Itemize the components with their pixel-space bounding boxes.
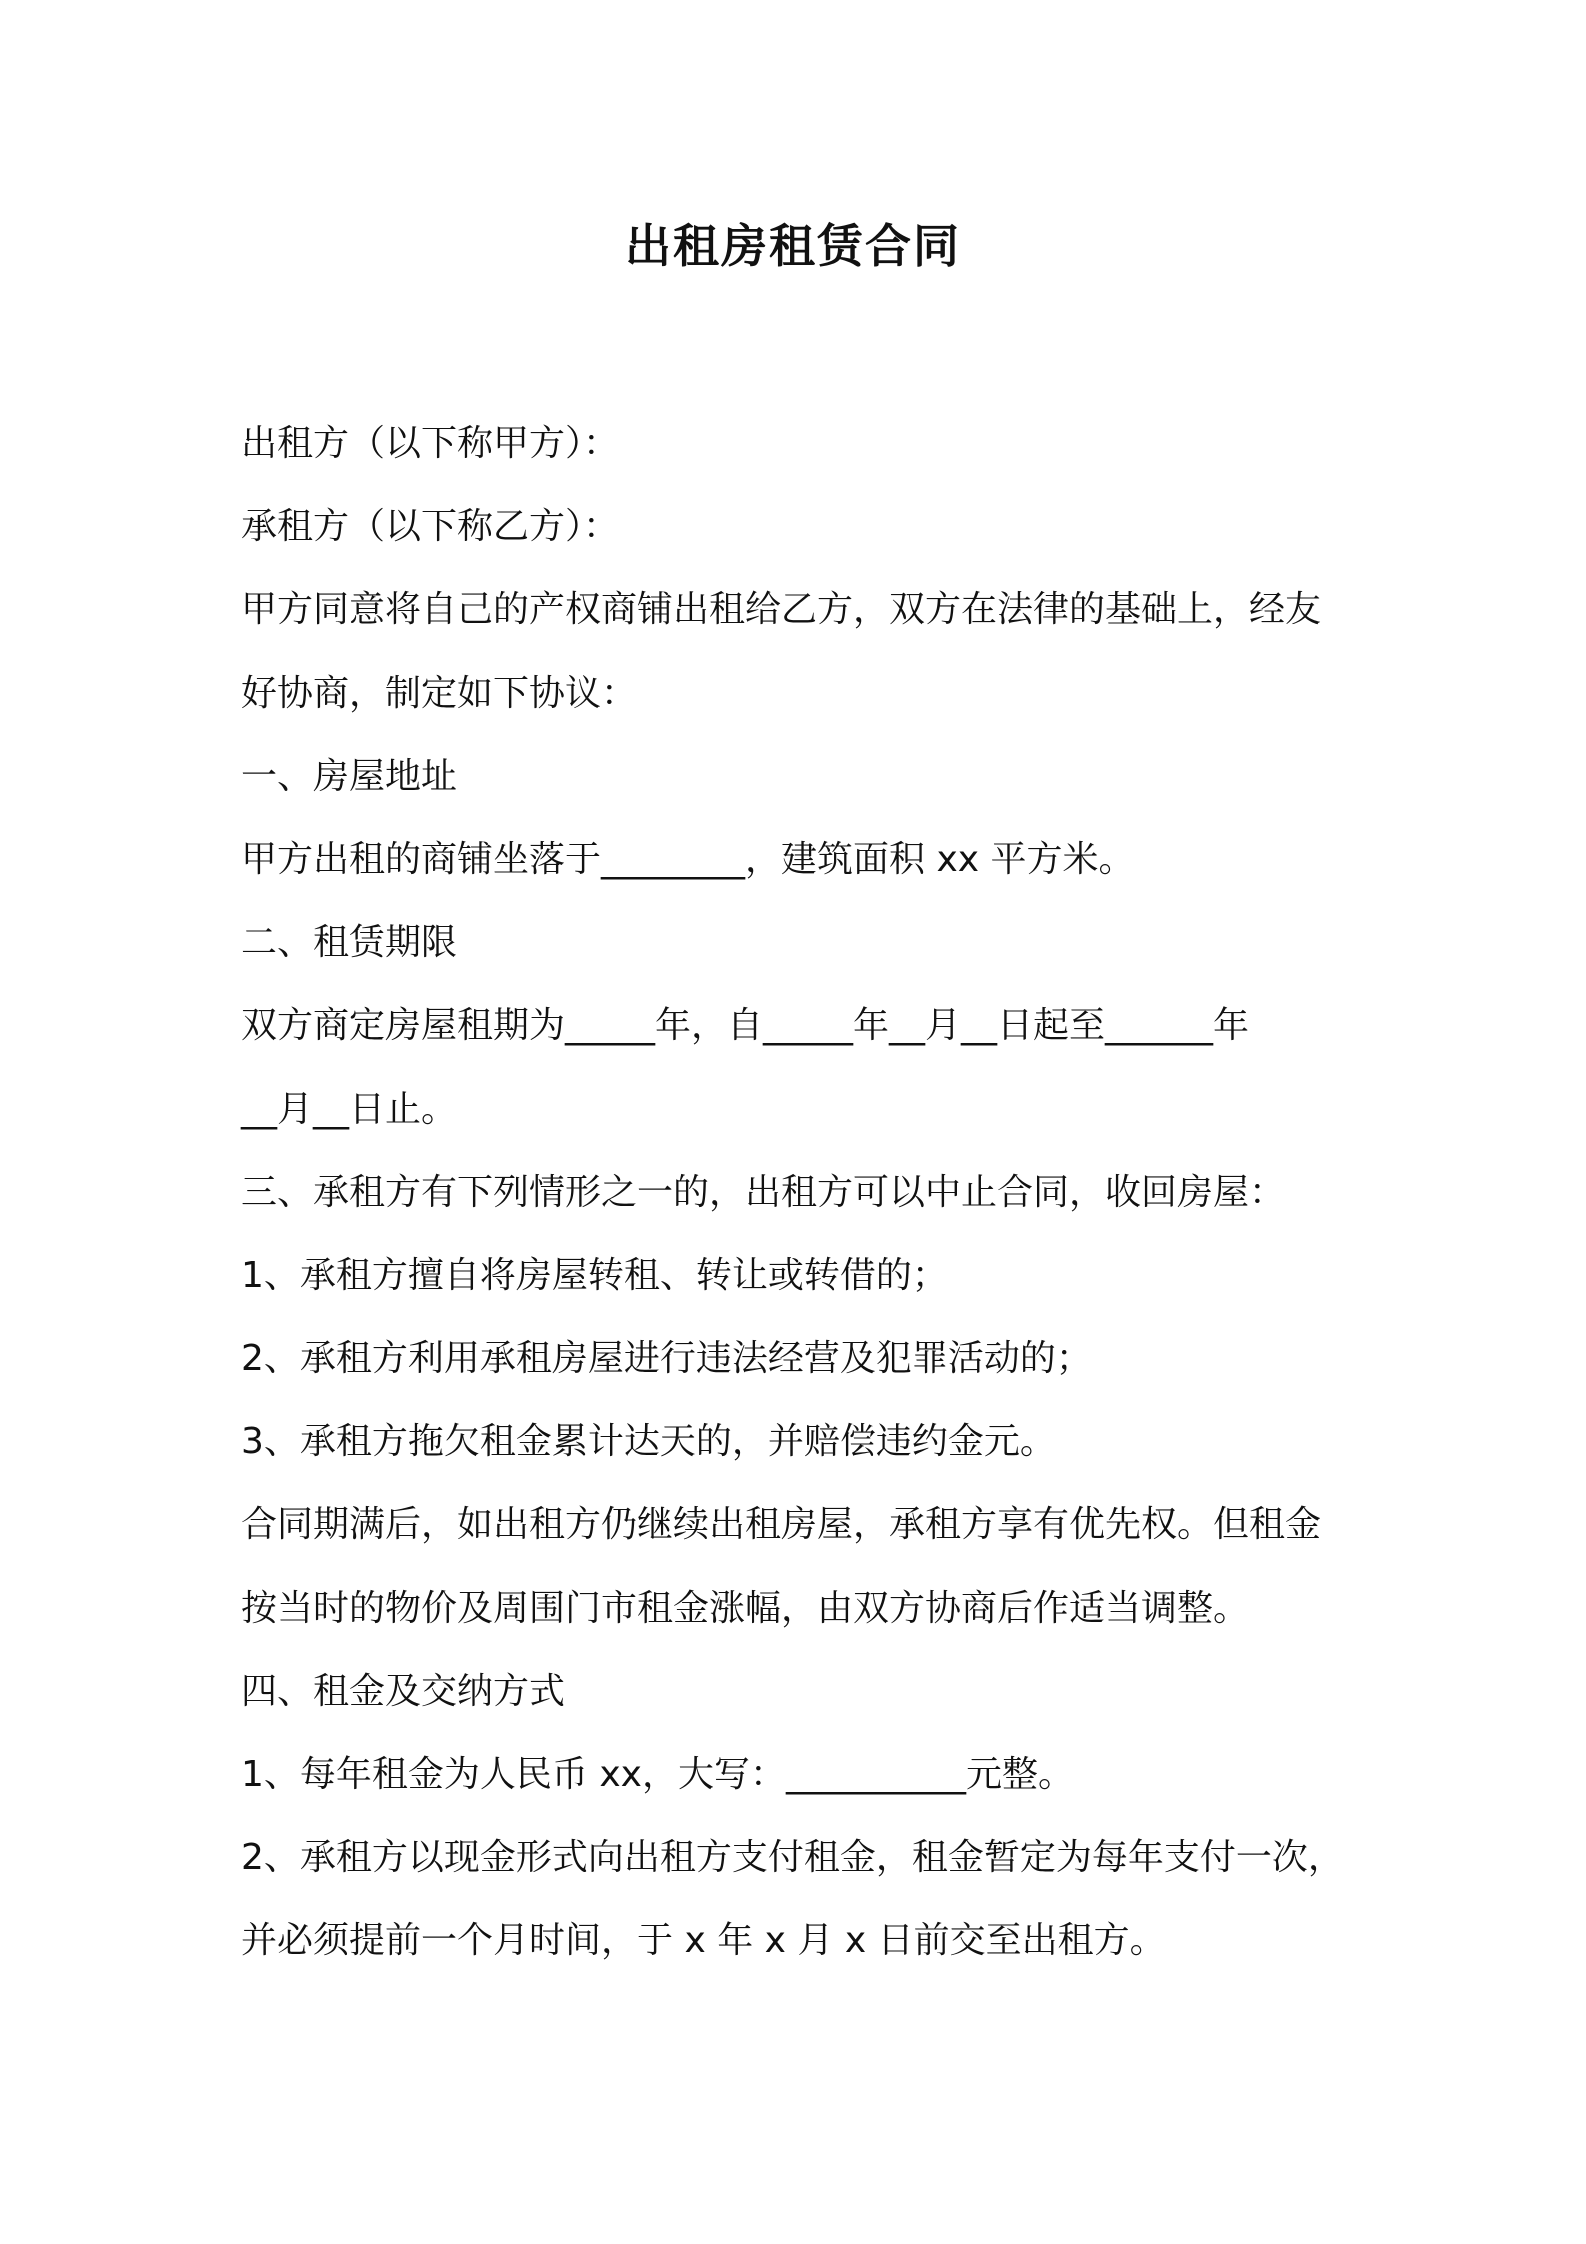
section-heading-address: 一、房屋地址 bbox=[241, 755, 458, 797]
term-line-1: 双方商定房屋租期为_____年，自_____年__月__日起至______年 bbox=[241, 1005, 1250, 1047]
rent-item-2-line-1: 2、承租方以现金形式向出租方支付租金，租金暂定为每年支付一次， bbox=[241, 1837, 1344, 1879]
section-heading-rent: 四、租金及交纳方式 bbox=[241, 1670, 566, 1712]
lessee-line: 承租方（以下称乙方）： bbox=[241, 506, 620, 548]
termination-item-3: 3、承租方拖欠租金累计达天的，并赔偿违约金元。 bbox=[241, 1421, 1056, 1463]
document-body bbox=[241, 402, 1381, 1983]
section-heading-term: 二、租赁期限 bbox=[241, 922, 458, 964]
address-line: 甲方出租的商铺坐落于________，建筑面积 xx 平方米。 bbox=[241, 838, 1135, 880]
renewal-line-1: 合同期满后，如出租方仍继续出租房屋，承租方享有优先权。但租金 bbox=[241, 1504, 1322, 1546]
agreement-intro-line-1: 甲方同意将自己的产权商铺出租给乙方，双方在法律的基础上，经友 bbox=[241, 589, 1322, 631]
agreement-intro-line-2: 好协商，制定如下协议： bbox=[241, 672, 638, 714]
section-heading-termination: 三、承租方有下列情形之一的，出租方可以中止合同，收回房屋： bbox=[241, 1171, 1286, 1213]
rent-item-1: 1、每年租金为人民币 xx，大写：__________元整。 bbox=[241, 1754, 1074, 1795]
renewal-line-2: 按当时的物价及周围门市租金涨幅，由双方协商后作适当调整。 bbox=[241, 1587, 1250, 1629]
termination-item-2: 2、承租方利用承租房屋进行违法经营及犯罪活动的； bbox=[241, 1338, 1092, 1380]
document-title: 出租房租赁合同 bbox=[625, 219, 961, 273]
termination-item-1: 1、承租方擅自将房屋转租、转让或转借的； bbox=[241, 1254, 948, 1296]
lessor-line: 出租方（以下称甲方）： bbox=[241, 423, 620, 464]
term-line-2: __月__日止。 bbox=[241, 1088, 458, 1130]
rent-item-2-line-2: 并必须提前一个月时间，于 x 年 x 月 x 日前交至出租方。 bbox=[241, 1920, 1166, 1962]
